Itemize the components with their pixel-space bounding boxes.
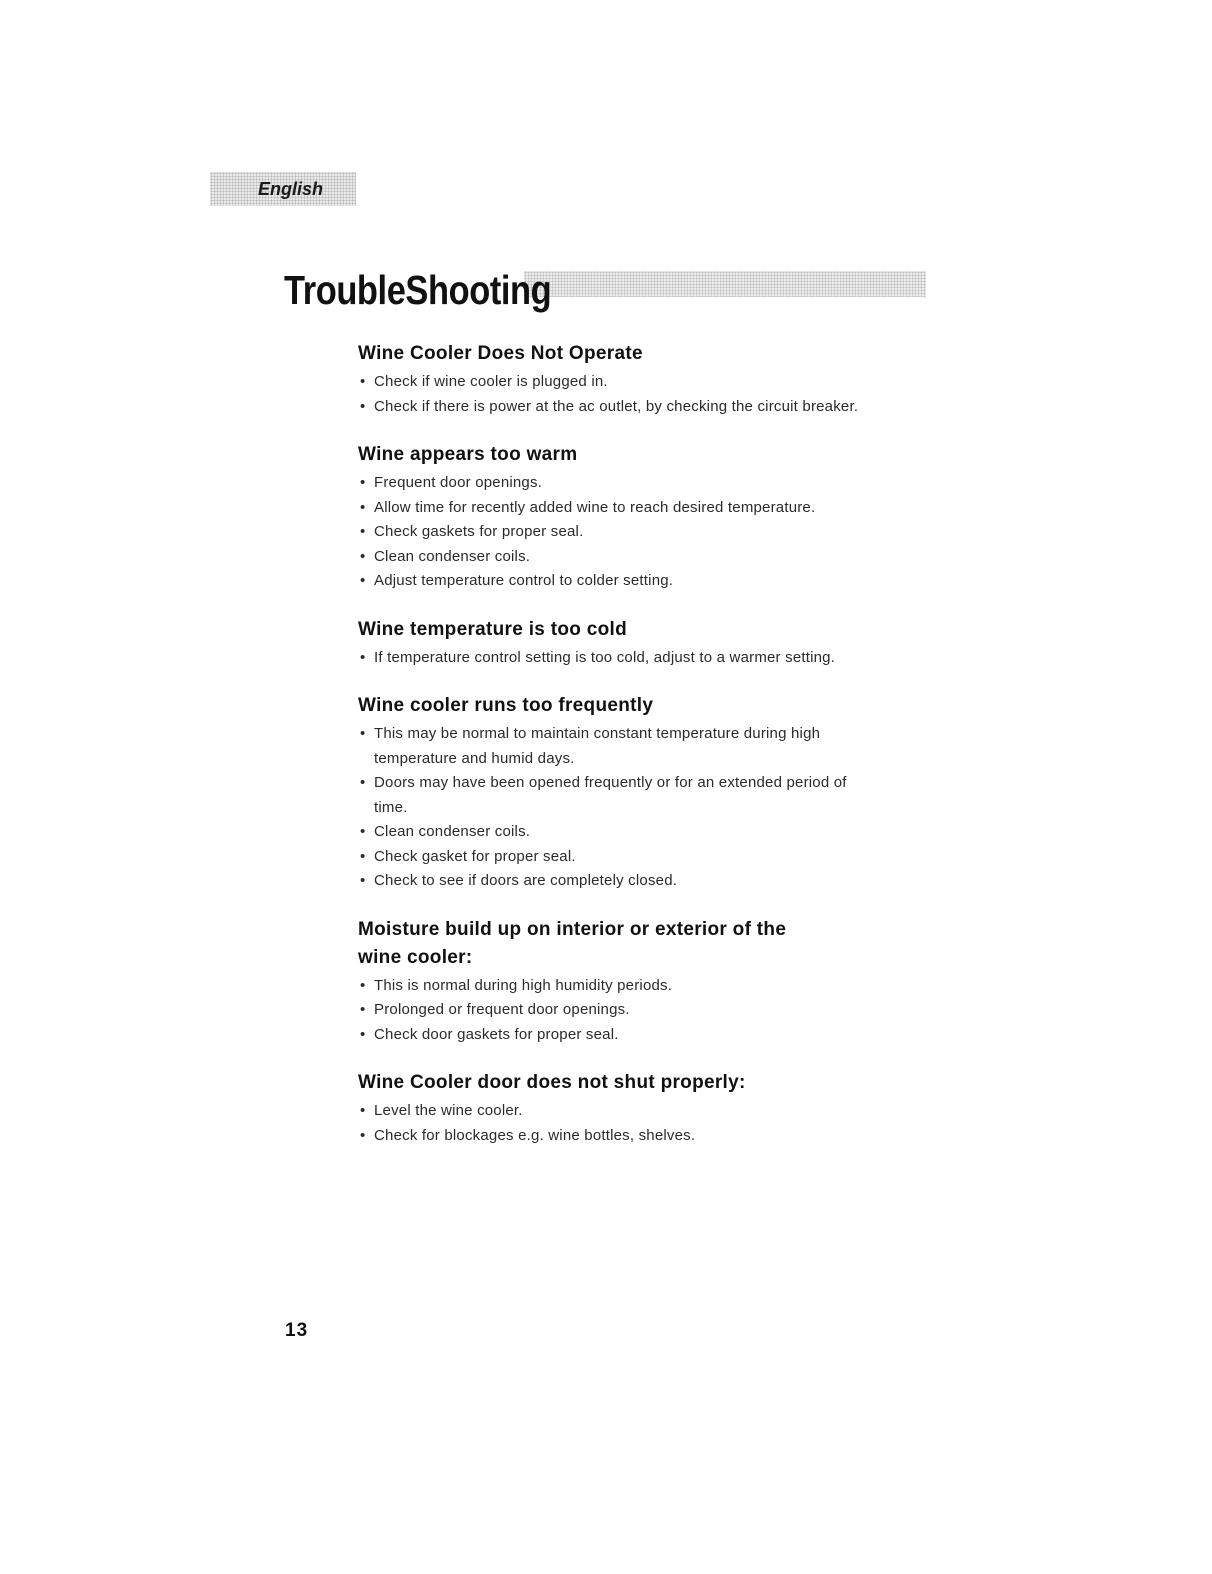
list-item-text: Check gasket for proper seal.	[374, 847, 576, 865]
bullet-icon: •	[360, 847, 366, 865]
bullet-icon: •	[360, 397, 366, 415]
bullet-icon: •	[360, 1126, 366, 1144]
list-item-text: This is normal during high humidity periods.	[374, 976, 673, 994]
list-item	[358, 998, 978, 1023]
list-item-text: Prolonged or frequent door openings.	[374, 1001, 630, 1018]
bullet-icon: •	[360, 823, 366, 840]
list-item	[358, 370, 978, 395]
list-item-text: Check gaskets for proper seal.	[374, 523, 584, 540]
bullet-icon: •	[360, 1001, 366, 1018]
troubleshooting-content	[358, 340, 978, 1170]
list-item-text: Level the wine cooler.	[374, 1102, 523, 1119]
section-heading: Moisture build up on interior or exterior of the wine cooler:	[358, 918, 787, 968]
language-tab	[210, 172, 356, 206]
list-item-text: Doors may have been opened frequently or for an extended period of time.	[374, 774, 847, 816]
bullet-list	[358, 471, 978, 594]
list-item	[358, 722, 848, 771]
list-item	[358, 545, 978, 570]
section-heading: Wine cooler runs too frequently	[358, 695, 654, 716]
bullet-icon: •	[360, 774, 366, 791]
list-item-text: Frequent door openings.	[374, 474, 543, 491]
list-item	[358, 496, 978, 521]
list-item	[358, 569, 978, 594]
list-item-text: If temperature control setting is too cold, adjust to a warmer setting.	[374, 648, 836, 666]
bullet-icon: •	[360, 474, 366, 491]
list-item-text: Check for blockages e.g. wine bottles, shelves.	[374, 1126, 696, 1144]
list-item-text: Check door gaskets for proper seal.	[374, 1025, 619, 1043]
bullet-icon: •	[360, 725, 366, 742]
bullet-icon: •	[360, 872, 366, 889]
section-runs-frequently	[358, 692, 978, 894]
section-not-operate	[358, 340, 978, 419]
list-item	[358, 1124, 978, 1149]
list-item	[358, 395, 978, 420]
bullet-list	[358, 974, 978, 1048]
list-item	[358, 869, 848, 894]
list-item-text: Clean condenser coils.	[374, 547, 531, 565]
bullet-list	[358, 646, 978, 671]
section-too-cold	[358, 616, 978, 671]
section-heading: Wine Cooler Does Not Operate	[358, 343, 643, 364]
section-heading: Wine appears too warm	[358, 444, 578, 465]
list-item	[358, 845, 848, 870]
section-door-shut	[358, 1069, 978, 1148]
bullet-icon: •	[360, 1025, 366, 1043]
section-moisture	[358, 916, 978, 1048]
bullet-icon: •	[360, 498, 366, 516]
section-heading: Wine temperature is too cold	[358, 618, 627, 640]
list-item	[358, 520, 978, 545]
bullet-list	[358, 370, 978, 419]
section-too-warm	[358, 441, 978, 594]
list-item	[358, 820, 848, 845]
bullet-icon: •	[360, 373, 366, 390]
list-item-text: Clean condenser coils.	[374, 823, 531, 840]
list-item-text: Allow time for recently added wine to reach desired temperature.	[374, 498, 816, 516]
list-item	[358, 471, 978, 496]
title-decorative-band	[524, 271, 926, 297]
bullet-list	[358, 1099, 978, 1148]
bullet-icon: •	[360, 547, 366, 565]
page-title: TroubleShooting	[284, 267, 552, 313]
list-item-text: Check if there is power at the ac outlet, by checking the circuit breaker.	[374, 397, 859, 415]
bullet-icon: •	[360, 523, 366, 540]
page-number: 13	[285, 1320, 309, 1341]
bullet-icon: •	[360, 572, 366, 589]
list-item	[358, 646, 978, 671]
list-item	[358, 1023, 978, 1048]
list-item	[358, 771, 848, 820]
language-label: English	[258, 179, 324, 199]
bullet-icon: •	[360, 976, 366, 994]
list-item-text: Check to see if doors are completely closed.	[374, 872, 678, 889]
list-item-text: Check if wine cooler is plugged in.	[374, 373, 608, 390]
bullet-list	[358, 722, 848, 894]
list-item	[358, 1099, 978, 1124]
list-item-text: This may be normal to maintain constant temperature during high temperature and humid days.	[374, 725, 821, 767]
list-item	[358, 974, 978, 999]
bullet-icon: •	[360, 648, 366, 666]
bullet-icon: •	[360, 1102, 366, 1119]
section-heading: Wine Cooler door does not shut properly:	[358, 1072, 746, 1093]
list-item-text: Adjust temperature control to colder setting.	[374, 572, 674, 589]
